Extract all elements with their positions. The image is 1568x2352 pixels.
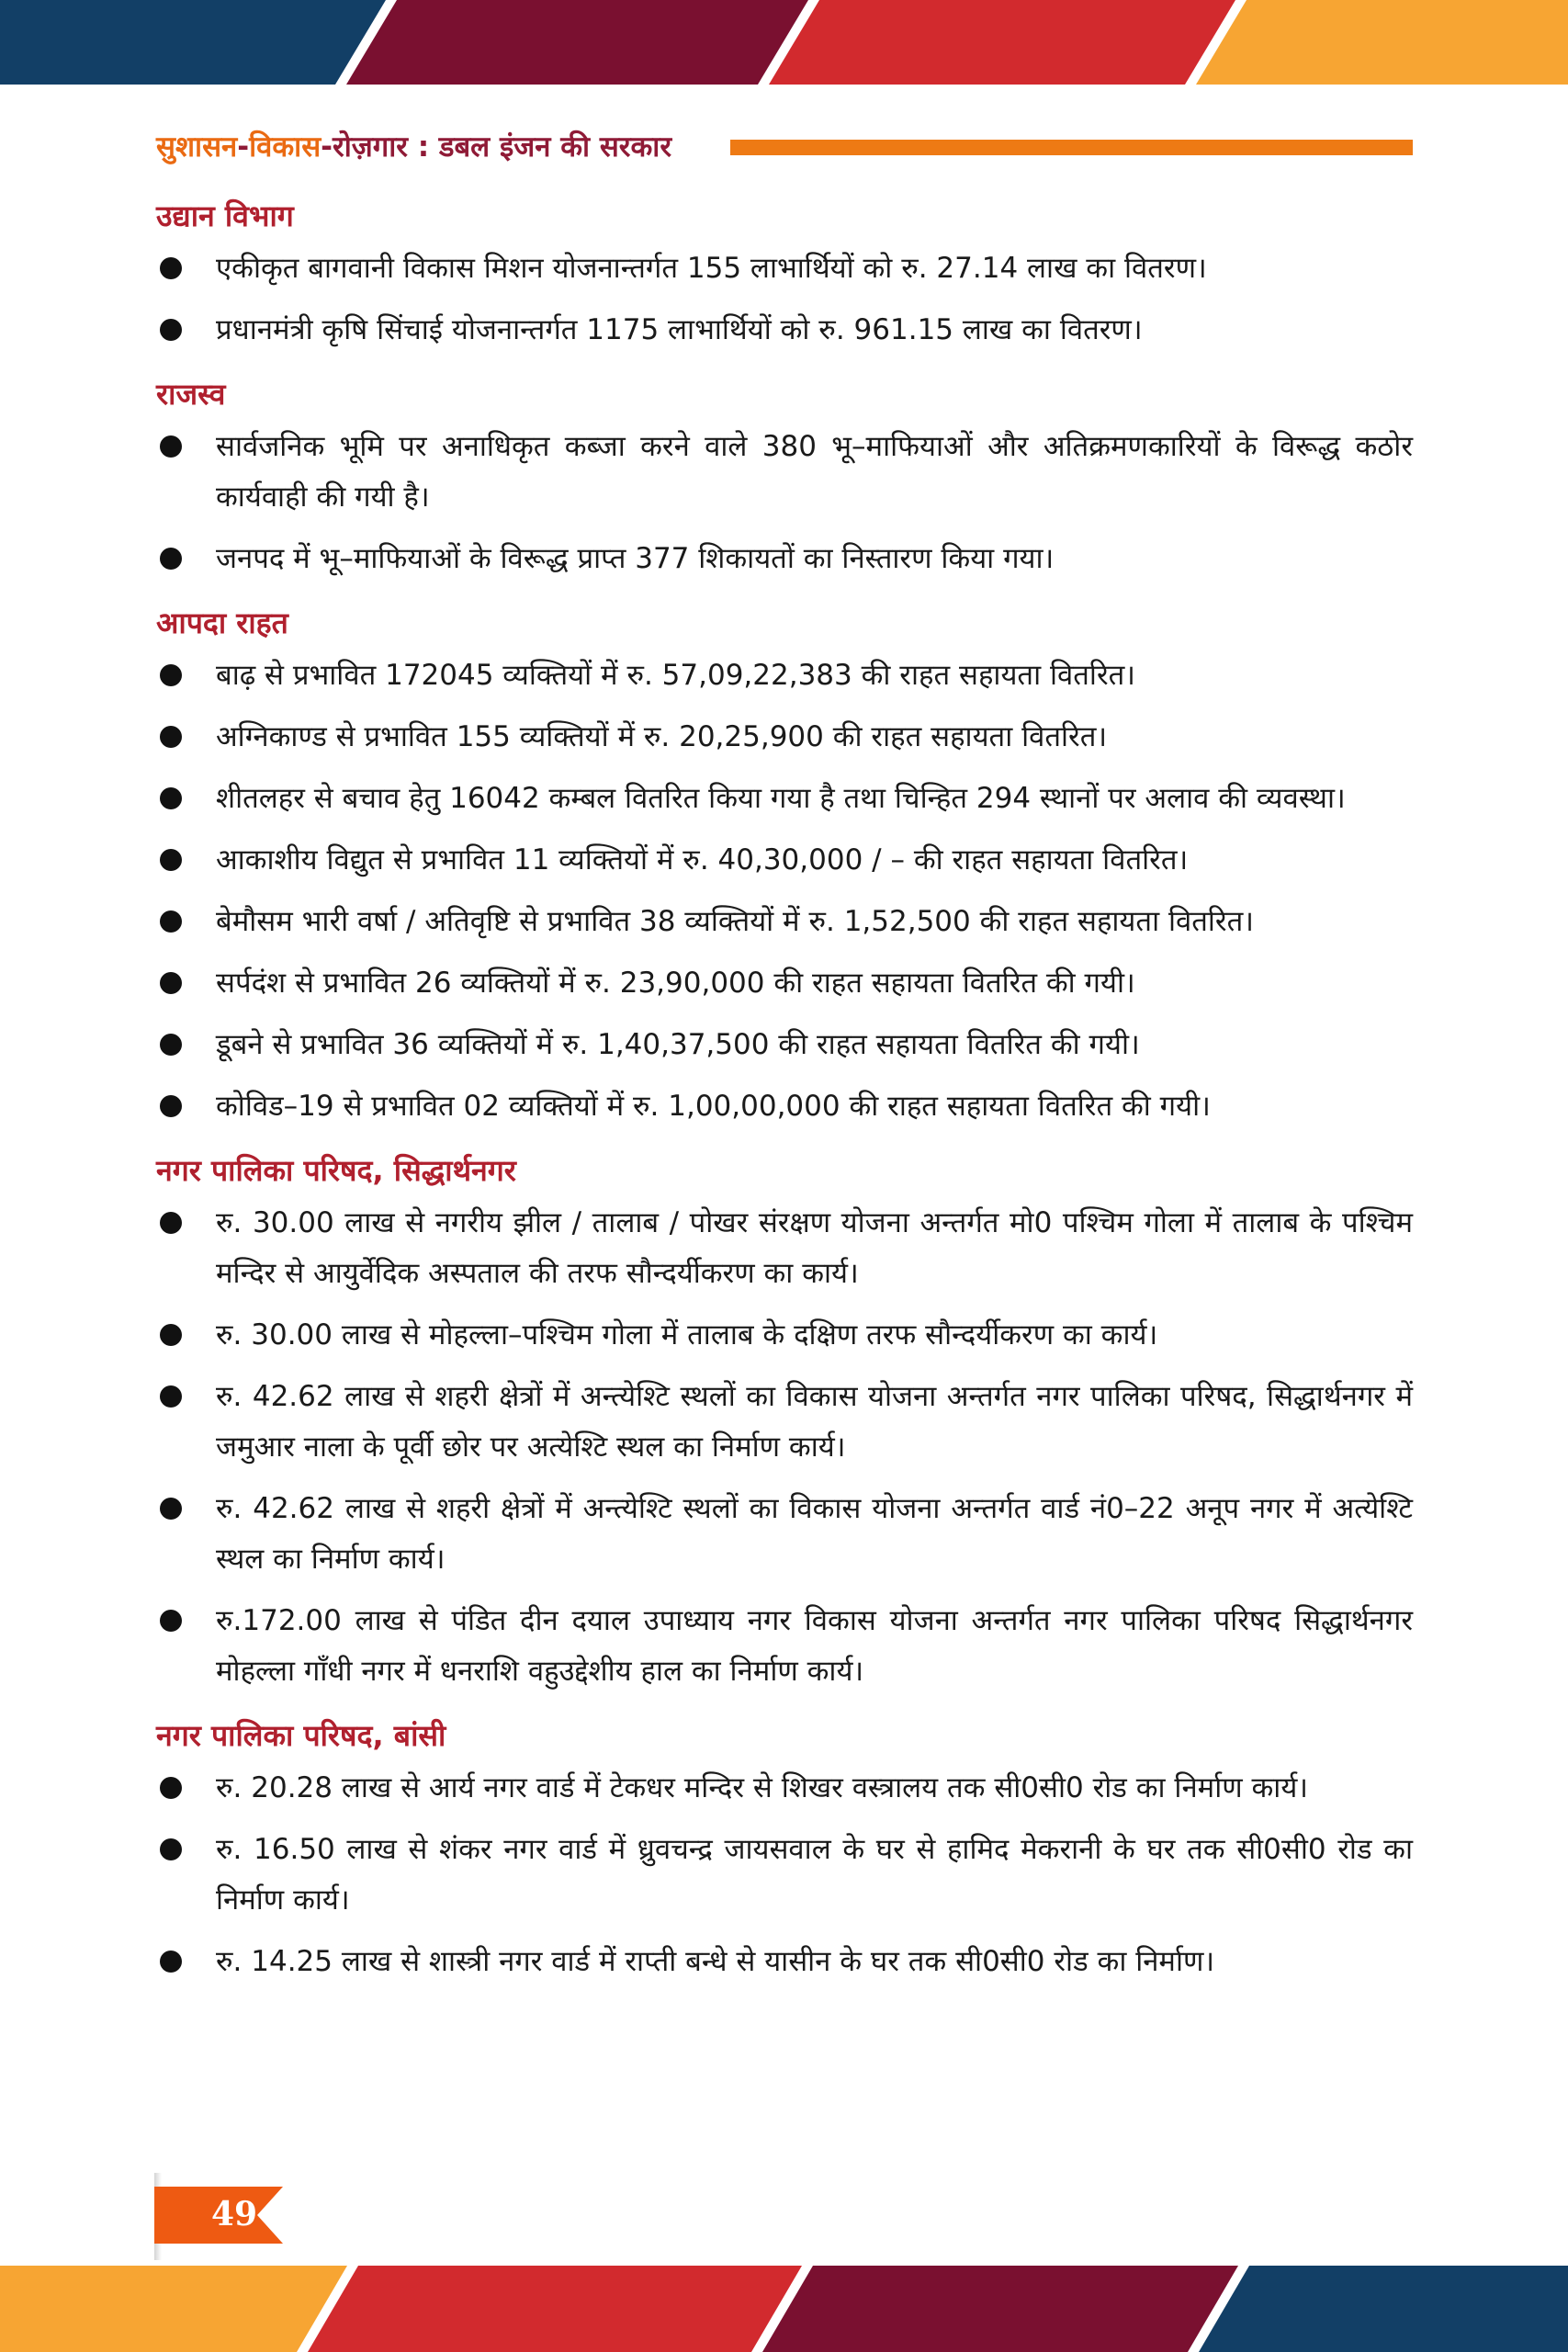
bullet-icon	[160, 1610, 182, 1632]
bullet-list	[156, 650, 1413, 1132]
bullet-icon	[160, 726, 182, 748]
header-title-part: -	[237, 130, 250, 164]
header-title-part: सुशासन	[156, 130, 238, 164]
list-item	[156, 774, 1413, 824]
list-item	[156, 243, 1413, 294]
bullet-icon	[160, 664, 182, 686]
bullet-icon	[160, 1212, 182, 1234]
bullet-icon	[160, 435, 182, 458]
section-disaster-relief	[156, 595, 1413, 1132]
list-item-text: रु. 30.00 लाख से नगरीय झील / तालाब / पोखर संरक्षण योजना अन्तर्गत मो0 पश्चिम गोला में तालाब के पश्चिम मन्दिर से आयुर्वेदिक अस्पताल की तरफ सौन्दर्यीकरण का कार्य।	[216, 1206, 1413, 1290]
bullet-icon	[160, 257, 182, 279]
section-revenue	[156, 367, 1413, 584]
bullet-icon	[160, 1385, 182, 1408]
bullet-list	[156, 1763, 1413, 1987]
list-item	[156, 1081, 1413, 1132]
header-title-part: रोज़गार : डबल इंजन की सरकार	[333, 130, 671, 164]
list-item	[156, 1484, 1413, 1585]
list-item	[156, 534, 1413, 584]
section-heading: आपदा राहत	[156, 605, 288, 640]
list-item-text: सार्वजनिक भूमि पर अनाधिकृत कब्जा करने वाले 380 भू–माफियाओं और अतिक्रमणकारियों के विरूद्ध कठोर कार्यवाही की गयी है।	[216, 430, 1413, 514]
list-item	[156, 1596, 1413, 1697]
list-item	[156, 1372, 1413, 1473]
list-item-text: आकाशीय विद्युत से प्रभावित 11 व्यक्तियों में रु. 40,30,000 / – की राहत सहायता वितरित।	[216, 843, 1189, 876]
bullet-icon	[160, 1951, 182, 1973]
bullet-icon	[160, 548, 182, 570]
list-item	[156, 1198, 1413, 1299]
bullet-icon	[160, 1324, 182, 1346]
list-item-text: रु. 16.50 लाख से शंकर नगर वार्ड में ध्रुवचन्द्र जायसवाल के घर से हामिद मेकरानी के घर तक सी0सी0 रोड का निर्माण कार्य।	[216, 1833, 1413, 1917]
list-item	[156, 1763, 1413, 1814]
bullet-icon	[160, 972, 182, 994]
list-item-text: रु. 14.25 लाख से शास्त्री नगर वार्ड में राप्ती बन्धे से यासीन के घर तक सी0सी0 रोड का निर्माण।	[216, 1945, 1215, 1978]
list-item	[156, 835, 1413, 886]
list-item	[156, 897, 1413, 947]
bottom-color-band	[0, 2266, 1568, 2352]
section-heading: नगर पालिका परिषद, सिद्धार्थनगर	[156, 1153, 516, 1188]
list-item-text: प्रधानमंत्री कृषि सिंचाई योजनान्तर्गत 1175 लाभार्थियों को रु. 961.15 लाख का वितरण।	[216, 313, 1143, 346]
list-item	[156, 1937, 1413, 1987]
list-item-text: कोविड–19 से प्रभावित 02 व्यक्तियों में रु. 1,00,00,000 की राहत सहायता वितरित की गयी।	[216, 1090, 1211, 1123]
list-item	[156, 650, 1413, 701]
section-siddharthnagar-council	[156, 1143, 1413, 1697]
bullet-icon	[160, 1777, 182, 1799]
bullet-list	[156, 1198, 1413, 1697]
list-item-text: रु. 20.28 लाख से आर्य नगर वार्ड में टेकधर मन्दिर से शिखर वस्त्रालय तक सी0सी0 रोड का निर्माण कार्य।	[216, 1771, 1309, 1804]
header-rule	[730, 140, 1413, 155]
header-title	[156, 127, 671, 167]
section-heading: राजस्व	[156, 377, 226, 412]
top-color-band	[0, 0, 1568, 85]
section-heading: उद्यान विभाग	[156, 198, 294, 233]
list-item-text: रु. 42.62 लाख से शहरी क्षेत्रों में अन्त्येश्टि स्थलों का विकास योजना अन्तर्गत नगर पालिका परिषद, सिद्धार्थनगर में जमुआर नाला के पूर्वी छोर पर अत्येश्टि स्थल का निर्माण कार्य।	[216, 1380, 1413, 1464]
section-bansi-council	[156, 1708, 1413, 1987]
bullet-icon	[160, 1034, 182, 1056]
section-heading: नगर पालिका परिषद, बांसी	[156, 1718, 446, 1753]
list-item-text: अग्निकाण्ड से प्रभावित 155 व्यक्तियों में रु. 20,25,900 की राहत सहायता वितरित।	[216, 720, 1108, 753]
list-item-text: एकीकृत बागवानी विकास मिशन योजनान्तर्गत 155 लाभार्थियों को रु. 27.14 लाख का वितरण।	[216, 252, 1207, 285]
page-content	[156, 188, 1413, 1998]
running-header	[156, 127, 1413, 167]
list-item	[156, 422, 1413, 523]
list-item	[156, 1020, 1413, 1070]
list-item	[156, 958, 1413, 1009]
list-item-text: रु.172.00 लाख से पंडित दीन दयाल उपाध्याय नगर विकास योजना अन्तर्गत नगर पालिका परिषद सिद्धार्थनगर मोहल्ला गाँधी नगर में धनराशि वहुउद्देशीय हाल का निर्माण कार्य।	[216, 1604, 1413, 1688]
bullet-icon	[160, 1838, 182, 1860]
bullet-icon	[160, 1498, 182, 1520]
header-title-part: -	[321, 130, 333, 164]
list-item-text: रु. 30.00 लाख से मोहल्ला–पश्चिम गोला में तालाब के दक्षिण तरफ सौन्दर्यीकरण का कार्य।	[216, 1318, 1158, 1351]
list-item-text: डूबने से प्रभावित 36 व्यक्तियों में रु. 1,40,37,500 की राहत सहायता वितरित की गयी।	[216, 1028, 1140, 1061]
bullet-icon	[160, 1095, 182, 1117]
list-item	[156, 712, 1413, 763]
page-number: 49	[211, 2195, 258, 2233]
list-item	[156, 1310, 1413, 1361]
section-horticulture	[156, 188, 1413, 356]
list-item-text: सर्पदंश से प्रभावित 26 व्यक्तियों में रु. 23,90,000 की राहत सहायता वितरित की गयी।	[216, 967, 1135, 1000]
bullet-icon	[160, 787, 182, 809]
list-item	[156, 1825, 1413, 1926]
list-item-text: बेमौसम भारी वर्षा / अतिवृष्टि से प्रभावित 38 व्यक्तियों में रु. 1,52,500 की राहत सहायता वितरित।	[216, 905, 1255, 938]
list-item-text: बाढ़ से प्रभावित 172045 व्यक्तियों में रु. 57,09,22,383 की राहत सहायता वितरित।	[216, 659, 1136, 692]
header-title-part: विकास	[249, 130, 321, 164]
bullet-list	[156, 422, 1413, 584]
page-number-tab	[154, 2187, 283, 2244]
bullet-icon	[160, 849, 182, 871]
bullet-icon	[160, 319, 182, 341]
list-item-text: जनपद में भू–माफियाओं के विरूद्ध प्राप्त 377 शिकायतों का निस्तारण किया गया।	[216, 542, 1055, 575]
bullet-icon	[160, 910, 182, 933]
list-item-text: शीतलहर से बचाव हेतु 16042 कम्बल वितरित किया गया है तथा चिन्हित 294 स्थानों पर अलाव की व्यवस्था।	[216, 782, 1346, 815]
list-item	[156, 305, 1413, 356]
bullet-list	[156, 243, 1413, 356]
list-item-text: रु. 42.62 लाख से शहरी क्षेत्रों में अन्त्येश्टि स्थलों का विकास योजना अन्तर्गत वार्ड नं0–22 अनूप नगर में अत्येश्टि स्थल का निर्माण कार्य।	[216, 1492, 1413, 1576]
